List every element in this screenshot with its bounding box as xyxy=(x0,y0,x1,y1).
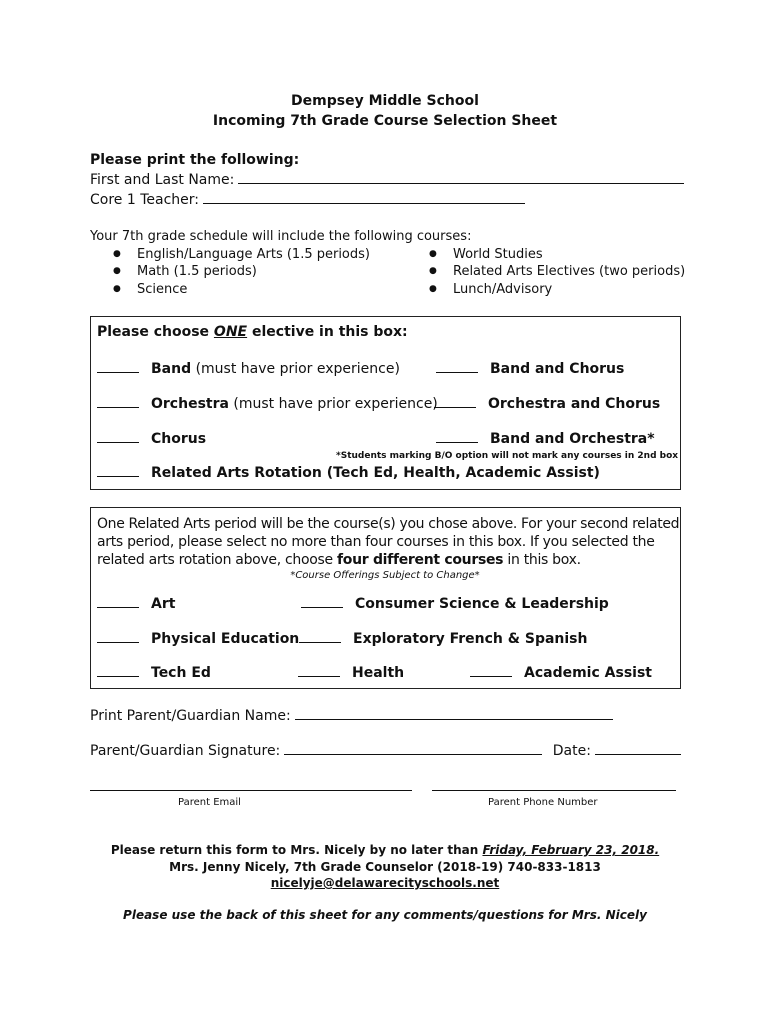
related-line-2: arts period, please select no more than four courses in this box. If you selected the xyxy=(97,534,655,550)
chorus-blank[interactable] xyxy=(97,430,139,443)
option-band xyxy=(97,360,400,377)
name-row xyxy=(90,171,684,188)
band-label: Band xyxy=(151,361,192,377)
option-exploratory-french xyxy=(299,630,587,647)
band-orchestra-label: Band and Orchestra* xyxy=(490,431,655,447)
name-field[interactable] xyxy=(238,171,684,184)
band-orchestra-blank[interactable] xyxy=(436,430,478,443)
bo-footnote: *Students marking B/O option will not mark any courses in 2nd box xyxy=(336,451,679,461)
academic-assist-blank[interactable] xyxy=(470,664,512,677)
band-note: (must have prior experience) xyxy=(195,361,400,377)
return-date: Friday, February 23, 2018. xyxy=(482,843,660,857)
orchestra-chorus-label: Orchestra and Chorus xyxy=(488,396,661,412)
return-instruction xyxy=(0,843,770,857)
teacher-field[interactable] xyxy=(203,191,525,204)
option-chorus xyxy=(97,430,206,447)
option-tech-ed xyxy=(97,664,211,681)
phone-line[interactable] xyxy=(432,790,676,791)
counselor-info: Mrs. Jenny Nicely, 7th Grade Counselor (2018-19) 740-833-1813 xyxy=(169,860,601,874)
guardian-signature-label: Parent/Guardian Signature: xyxy=(90,743,281,759)
guardian-signature-field[interactable] xyxy=(284,742,542,755)
form-title: Incoming 7th Grade Course Selection Sheet xyxy=(212,113,558,129)
physical-education-blank[interactable] xyxy=(97,630,139,643)
teacher-row xyxy=(90,191,525,208)
email-label: Parent Email xyxy=(178,797,241,808)
related-line-3 xyxy=(97,552,581,568)
date-field[interactable] xyxy=(595,742,681,755)
band-chorus-blank[interactable] xyxy=(436,360,478,373)
guardian-name-field[interactable] xyxy=(295,707,613,720)
tech-ed-label: Tech Ed xyxy=(151,665,211,681)
offerings-note: *Course Offerings Subject to Change* xyxy=(290,570,480,581)
consumer-science-label: Consumer Science & Leadership xyxy=(355,596,609,612)
school-name: Dempsey Middle School xyxy=(291,93,479,109)
exploratory-french-label: Exploratory French & Spanish xyxy=(353,631,588,647)
art-label: Art xyxy=(151,596,176,612)
health-blank[interactable] xyxy=(298,664,340,677)
name-label: First and Last Name: xyxy=(90,172,235,188)
option-orchestra-chorus xyxy=(434,395,660,412)
orchestra-blank[interactable] xyxy=(97,395,139,408)
chorus-label: Chorus xyxy=(151,431,207,447)
tech-ed-blank[interactable] xyxy=(97,664,139,677)
line3-post: in this box. xyxy=(507,552,581,568)
health-label: Health xyxy=(352,665,405,681)
return-text: Please return this form to Mrs. Nicely by no later than xyxy=(110,843,479,857)
phone-label: Parent Phone Number xyxy=(488,797,598,808)
schedule-intro: Your 7th grade schedule will include the following courses: xyxy=(90,229,472,244)
course-math: ● Math (1.5 periods) xyxy=(137,264,257,279)
option-art xyxy=(97,595,175,612)
prompt-emph: ONE xyxy=(213,324,248,340)
option-related-arts xyxy=(97,464,600,481)
physical-education-label: Physical Education xyxy=(151,631,300,647)
email-line[interactable] xyxy=(90,790,412,791)
course-science: ● Science xyxy=(137,282,187,297)
consumer-science-blank[interactable] xyxy=(301,595,343,608)
art-blank[interactable] xyxy=(97,595,139,608)
related-line-1: One Related Arts period will be the course(s) you chose above. For your second related xyxy=(97,516,680,532)
orchestra-chorus-blank[interactable] xyxy=(434,395,476,408)
option-physical-education xyxy=(97,630,299,647)
counselor-email[interactable]: nicelyje@delawarecityschools.net xyxy=(270,876,500,890)
course-lunch: ● Lunch/Advisory xyxy=(453,282,552,297)
orchestra-label: Orchestra xyxy=(151,396,229,412)
band-chorus-label: Band and Chorus xyxy=(490,361,625,377)
exploratory-french-blank[interactable] xyxy=(299,630,341,643)
band-blank[interactable] xyxy=(97,360,139,373)
line3-bold: four different courses xyxy=(336,552,504,568)
teacher-label: Core 1 Teacher: xyxy=(90,192,199,208)
orchestra-note: (must have prior experience) xyxy=(233,396,438,412)
guardian-name-row xyxy=(90,707,613,724)
guardian-name-label: Print Parent/Guardian Name: xyxy=(90,708,291,724)
course-world-studies: ● World Studies xyxy=(453,247,543,262)
guardian-signature-row xyxy=(90,742,681,759)
related-arts-label: Related Arts Rotation (Tech Ed, Health, Academic Assist) xyxy=(151,465,600,481)
option-orchestra xyxy=(97,395,438,412)
option-band-orchestra xyxy=(436,430,655,447)
option-consumer-science xyxy=(301,595,609,612)
print-instruction: Please print the following: xyxy=(90,152,300,168)
course-ela: ● English/Language Arts (1.5 periods) xyxy=(137,247,370,262)
academic-assist-label: Academic Assist xyxy=(524,665,652,681)
prompt-post: elective in this box: xyxy=(251,324,408,340)
elective-prompt xyxy=(97,324,408,340)
back-note: Please use the back of this sheet for any comments/questions for Mrs. Nicely xyxy=(123,908,647,922)
related-arts-blank[interactable] xyxy=(97,464,139,477)
prompt-pre: Please choose xyxy=(97,324,210,340)
option-academic-assist xyxy=(470,664,652,681)
option-health xyxy=(298,664,404,681)
option-band-chorus xyxy=(436,360,624,377)
line3-pre: related arts rotation above, choose xyxy=(97,552,333,568)
date-label: Date: xyxy=(552,743,591,759)
course-related-arts: ● Related Arts Electives (two periods) xyxy=(453,264,685,279)
